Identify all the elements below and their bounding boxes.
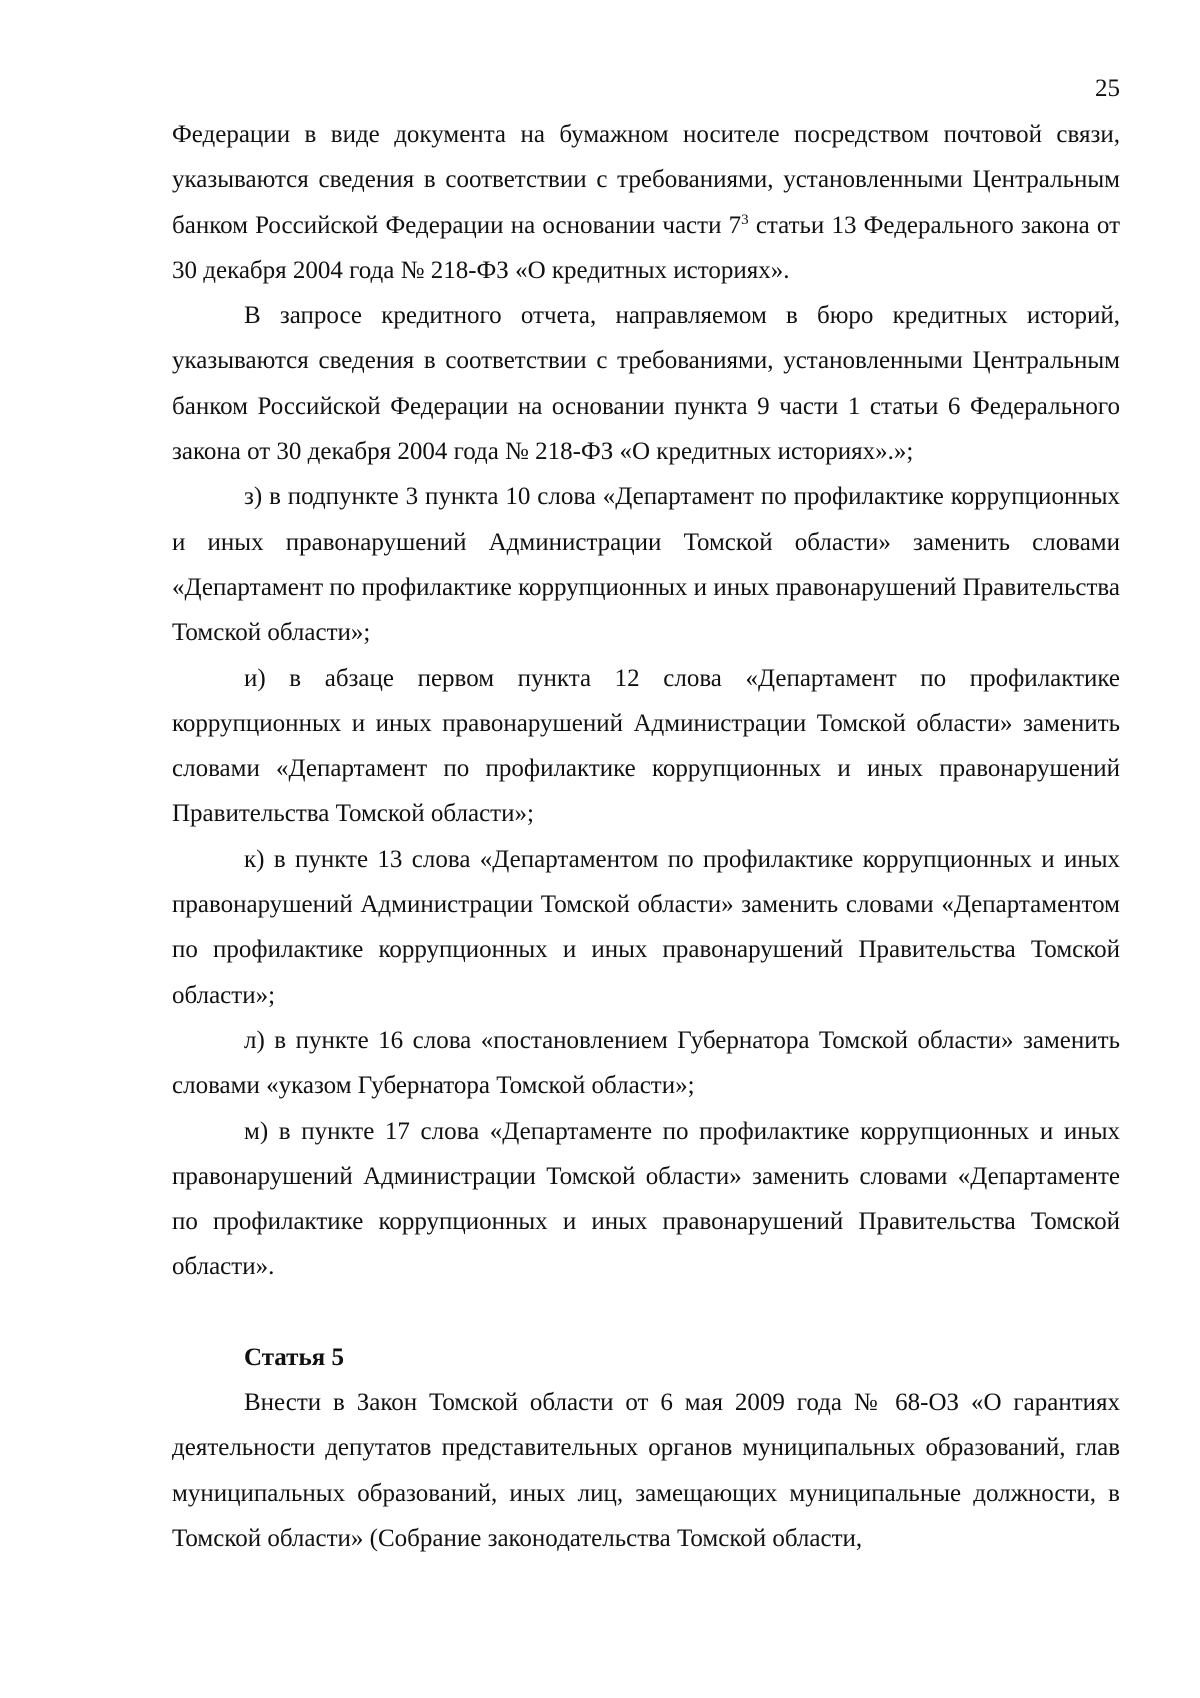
paragraph-item-k: к) в пункте 13 слова «Департаментом по профилактике коррупционных и иных правонарушений Администрации Томской области» заменить словами «Департаментом по профилактике коррупционных и иных правонарушений Правительства Томской области»; [172,845,1120,1009]
paragraph-item-m: м) в пункте 17 слова «Департаменте по профилактике коррупционных и иных правонарушений Администрации Томской области» заменить словами «Департаменте по профилактике коррупционных и иных правонарушений Правительства Томской области». [172,1117,1120,1281]
article-heading: Статья 5 [244,1343,344,1371]
paragraph-credit-report-request: В запросе кредитного отчета, направляемом в бюро кредитных историй, указываются сведения в соответствии с требованиями, установленными Центральным банком Российской Федерации на основании пункта 9 части 1 статьи 6 Федерального закона от 30 декабря 2004 года № 218-ФЗ «О кредитных историях».»; [172,302,1120,466]
paragraph-item-i: и) в абзаце первом пункта 12 слова «Департамент по профилактике коррупционных и иных правонарушений Администрации Томской области» заменить словами «Департамент по профилактике коррупционных и иных правонарушений Правительства Томской области»; [172,664,1120,828]
paragraph-text: статьи 13 Федерального закона от 30 декабря 2004 года № 218-ФЗ «О кредитных историях». [172,211,1120,284]
paragraph-continuation [172,112,1120,293]
article-paragraph: Внести в Закон Томской области от 6 мая 2009 года № 68-ОЗ «О гарантиях деятельности депутатов представительных органов муниципальных образований, глав муниципальных образований, иных лиц, замещающих муниципальные должности, в Томской области» (Собрание законодательства Томской области, [172,1389,1120,1552]
paragraph-item-l: л) в пункте 16 слова «постановлением Губернатора Томской области» заменить словами «указом Губернатора Томской области»; [172,1026,1120,1100]
page-number: 25 [1095,75,1120,102]
document-body [172,112,1120,1561]
paragraph-text: Федерации в виде документа на бумажном носителе посредством почтовой связи, указываются сведения в соответствии с требованиями, установленными Центральным банком Российской Федерации на основании части 7 [172,121,1120,239]
paragraph-item-z: з) в подпункте 3 пункта 10 слова «Департамент по профилактике коррупционных и иных правонарушений Администрации Томской области» заменить словами «Департамент по профилактике коррупционных и иных правонарушений Правительства Томской области»; [172,483,1120,647]
superscript: 3 [741,211,749,228]
